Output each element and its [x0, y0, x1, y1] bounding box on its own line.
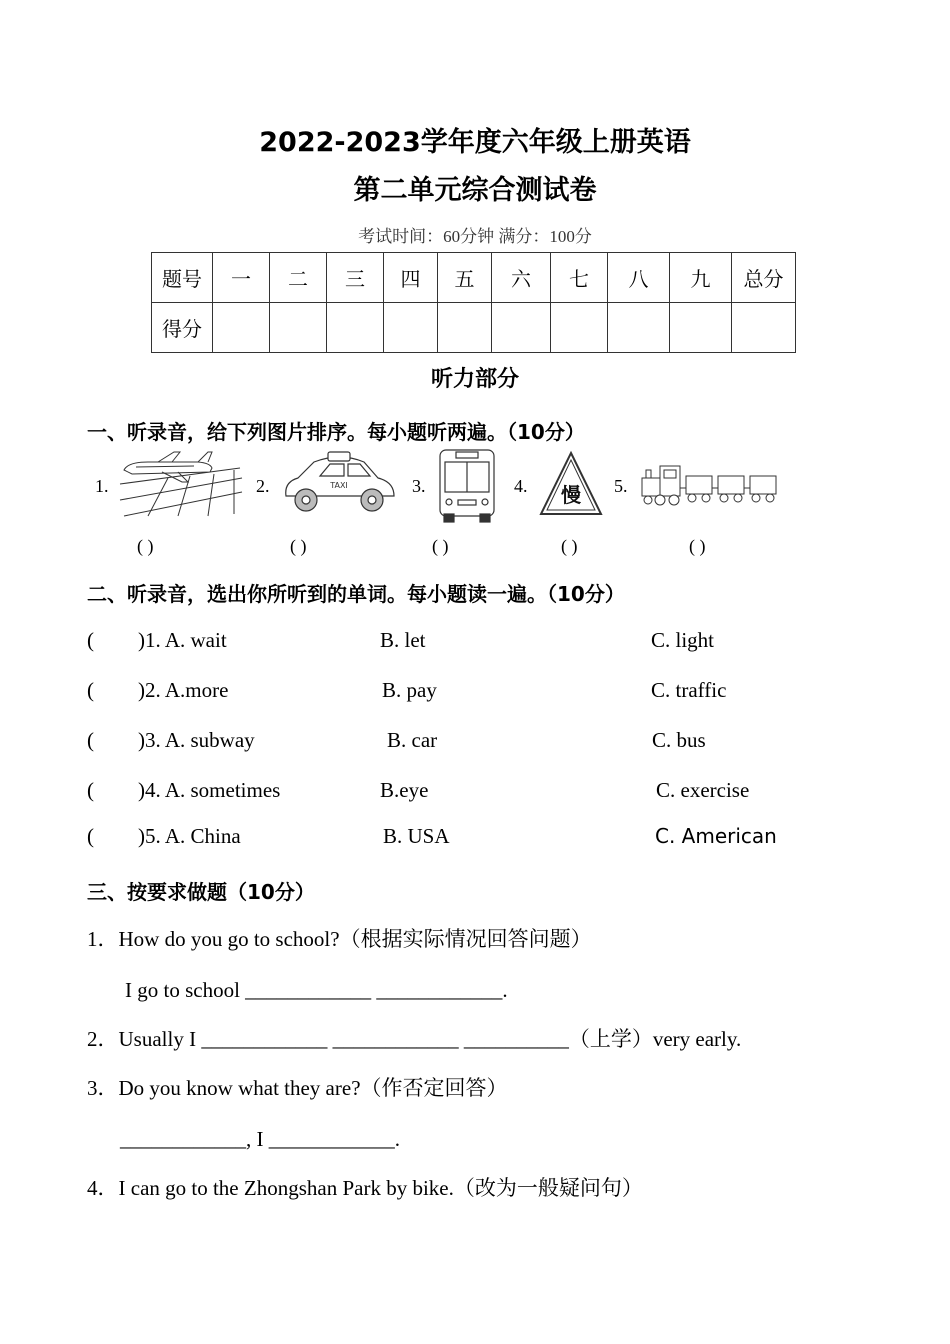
part3-answer-line-3[interactable]: ____________, I ____________. [120, 1127, 400, 1151]
question-paren[interactable]: ( [87, 728, 94, 752]
part3-heading: 三、按要求做题（10分） [87, 880, 315, 904]
score-entry-cell[interactable] [551, 303, 608, 353]
question-option-a: )2. A.more [138, 678, 229, 702]
question-paren[interactable]: ( [87, 628, 94, 652]
score-cell: 四 [384, 253, 438, 303]
score-cell: 八 [608, 253, 670, 303]
question-paren[interactable]: ( [87, 678, 94, 702]
score-table [151, 252, 796, 353]
question-option-b: B.eye [380, 778, 429, 802]
score-row-label: 得分 [152, 303, 213, 353]
part3-question-1: 1．How do you go to school?（根据实际情况回答问题） [87, 927, 592, 951]
pic-number: 5. [614, 476, 628, 496]
score-entry-cell[interactable] [670, 303, 732, 353]
score-cell: 总分 [732, 253, 796, 303]
score-entry-cell[interactable] [213, 303, 270, 353]
question-paren[interactable]: ( [87, 778, 94, 802]
exam-info: 考试时间：60分钟 满分：100分 [358, 227, 592, 246]
answer-blank[interactable]: ( ) [290, 536, 307, 556]
score-cell: 七 [551, 253, 608, 303]
score-cell: 题号 [152, 253, 213, 303]
pic-number: 2. [256, 476, 270, 496]
question-option-b: B. car [387, 728, 438, 752]
slow-sign-icon [538, 450, 604, 518]
part3-question-3: 3．Do you know what they are?（作否定回答） [87, 1076, 508, 1100]
score-cell: 一 [213, 253, 270, 303]
score-cell: 九 [670, 253, 732, 303]
question-option-b: B. let [380, 628, 426, 652]
score-cell: 三 [327, 253, 384, 303]
slow-sign-text: 慢 [561, 483, 581, 507]
title-line-2: 第二单元综合测试卷 [353, 175, 597, 206]
answer-blank[interactable]: ( ) [561, 536, 578, 556]
score-entry-cell[interactable] [438, 303, 492, 353]
score-entry-cell[interactable] [608, 303, 670, 353]
answer-blank[interactable]: ( ) [137, 536, 154, 556]
part1-heading: 一、听录音，给下列图片排序。每小题听两遍。（10分） [87, 420, 585, 444]
pic-number: 1. [95, 476, 109, 496]
question-option-b: B. USA [383, 824, 450, 848]
score-entry-cell[interactable] [384, 303, 438, 353]
answer-blank[interactable]: ( ) [689, 536, 706, 556]
question-option-c: C. exercise [656, 778, 750, 802]
question-option-c: C. bus [652, 728, 706, 752]
question-option-a: )3. A. subway [138, 728, 255, 752]
question-option-b: B. pay [382, 678, 437, 702]
taxi-icon [280, 448, 400, 520]
score-cell: 二 [270, 253, 327, 303]
answer-blank[interactable]: ( ) [432, 536, 449, 556]
part2-heading: 二、听录音，选出你所听到的单词。每小题读一遍。（10分） [87, 582, 625, 606]
question-option-c: C. American [655, 824, 777, 848]
airplane-icon [118, 448, 244, 518]
title-line-1: 2022-2023学年度六年级上册英语 [259, 127, 691, 158]
score-entry-cell[interactable] [270, 303, 327, 353]
score-cell: 五 [438, 253, 492, 303]
pic-number: 4. [514, 476, 528, 496]
score-table-header-row [152, 253, 796, 303]
question-option-a: )1. A. wait [138, 628, 227, 652]
part3-answer-line-1[interactable]: I go to school ____________ ____________. [125, 978, 508, 1002]
question-paren[interactable]: ( [87, 824, 94, 848]
question-option-c: C. light [651, 628, 715, 652]
score-entry-cell[interactable] [327, 303, 384, 353]
bus-icon [436, 446, 498, 524]
score-cell: 六 [492, 253, 551, 303]
taxi-sign-text: TAXI [330, 481, 348, 490]
pic-number: 3. [412, 476, 426, 496]
listening-section-title: 听力部分 [430, 367, 519, 392]
score-table-score-row [152, 303, 796, 353]
score-entry-cell[interactable] [732, 303, 796, 353]
train-icon [638, 460, 778, 508]
question-option-c: C. traffic [651, 678, 727, 702]
question-option-a: )5. A. China [138, 824, 241, 848]
part3-question-4: 4．I can go to the Zhongshan Park by bike.（改为一般疑问句） [87, 1176, 643, 1200]
part3-question-2[interactable]: 2．Usually I ____________ ____________ __________（上学）very early. [87, 1027, 742, 1051]
question-option-a: )4. A. sometimes [138, 778, 281, 802]
score-entry-cell[interactable] [492, 303, 551, 353]
